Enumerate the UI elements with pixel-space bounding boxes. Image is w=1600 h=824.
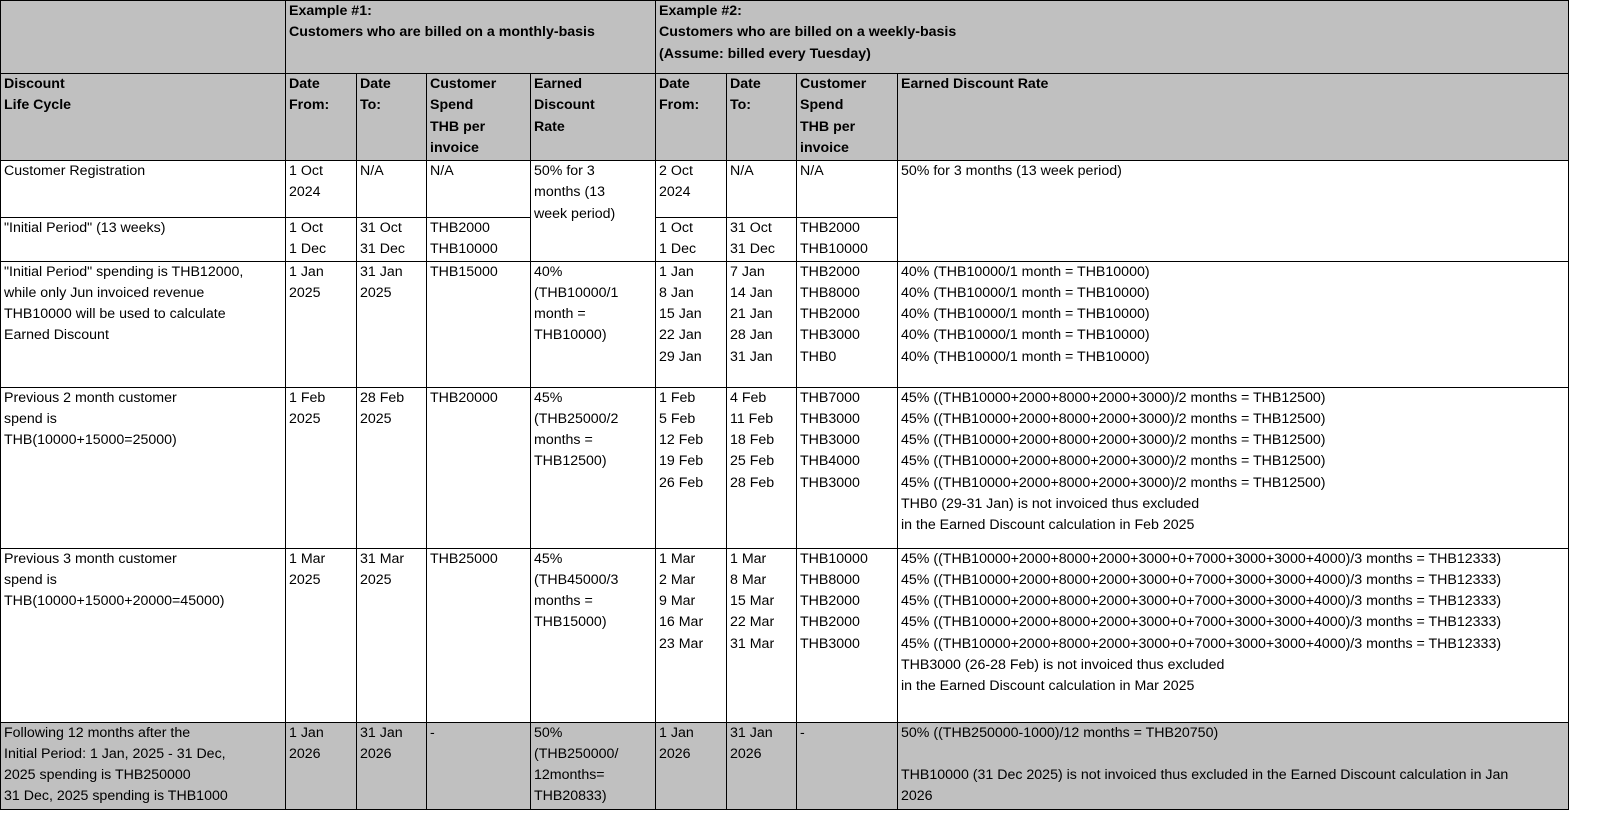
ex2-rate-cell: 40% (THB10000/1 month = THB10000) 40% (THB10000/1 month = THB10000) 40% (THB10000/1 month = THB10000) 40% (THB10000/1 month = THB10000) 40% (THB10000/1 month = THB10000) [898, 261, 1569, 387]
ex1-spend-cell: THB15000 [427, 261, 531, 387]
ex1-date-from-cell: 1 Mar 2025 [286, 548, 357, 722]
ex2-spend-cell: - [797, 722, 898, 809]
ex1-spend-cell: THB2000 THB10000 [427, 218, 531, 262]
col-ex2-spend-header: Customer Spend THB per invoice [797, 74, 898, 161]
table-row [1, 548, 1569, 722]
ex1-date-to-cell: 31 Mar 2025 [357, 548, 427, 722]
col-ex1-spend-header: Customer Spend THB per invoice [427, 74, 531, 161]
example2-title: Example #2: [659, 3, 742, 19]
ex1-rate-cell: 40% (THB10000/1 month = THB10000) [531, 261, 656, 387]
ex2-spend-cell: THB2000 THB10000 [797, 218, 898, 262]
ex2-rate-cell: 45% ((THB10000+2000+8000+2000+3000+0+7000+3000+3000+4000)/3 months = THB12333) 45% ((THB10000+2000+8000+2000+3000+0+7000+3000+3000+4000)/3 months = THB12333) 45% ((THB10000+2000+8000+2000+3000+0+7000+3000+3000+4000)/3 months = THB12333) 45% ((THB10000+2000+8000+2000+3000+0+7000+3000+3000+4000)/3 months = THB12333) 45% ((THB10000+2000+8000+2000+3000+0+7000+3000+3000+4000)/3 months = THB12333) THB3000 (26-28 Feb) is not invoiced thus excluded in the Earned Discount calculation in Mar 2025 [898, 548, 1569, 722]
col-ex2-rate-header: Earned Discount Rate [898, 74, 1569, 161]
ex1-spend-cell: THB25000 [427, 548, 531, 722]
ex2-date-to-cell: N/A [727, 161, 797, 218]
example1-subtitle: Customers who are billed on a monthly-basis [289, 24, 595, 41]
col-ex2-date-from-header: Date From: [656, 74, 727, 161]
ex2-date-to-cell: 4 Feb 11 Feb 18 Feb 25 Feb 28 Feb [727, 387, 797, 548]
ex2-date-from-cell: 1 Jan 2026 [656, 722, 727, 809]
blank-header-cell [1, 1, 286, 74]
table-row [1, 387, 1569, 548]
ex2-date-to-cell: 31 Oct 31 Dec [727, 218, 797, 262]
example2-header [656, 1, 1569, 74]
example1-title: Example #1: [289, 3, 372, 19]
ex2-spend-cell: N/A [797, 161, 898, 218]
ex2-spend-cell: THB7000 THB3000 THB3000 THB4000 THB3000 [797, 387, 898, 548]
col-lifecycle-header: Discount Life Cycle [1, 74, 286, 161]
lifecycle-cell: Customer Registration [1, 161, 286, 218]
ex2-spend-cell: THB10000 THB8000 THB2000 THB2000 THB3000 [797, 548, 898, 722]
ex1-date-from-cell: 1 Feb 2025 [286, 387, 357, 548]
table-row [1, 722, 1569, 809]
example1-header [286, 1, 656, 74]
col-ex2-date-to-header: Date To: [727, 74, 797, 161]
lifecycle-cell: Following 12 months after the Initial Period: 1 Jan, 2025 - 31 Dec, 2025 spending is THB250000 31 Dec, 2025 spending is THB1000 [1, 722, 286, 809]
ex2-date-from-cell: 2 Oct 2024 [656, 161, 727, 218]
column-header-row [1, 74, 1569, 161]
ex1-rate-cell: 45% (THB45000/3 months = THB15000) [531, 548, 656, 722]
lifecycle-cell: "Initial Period" (13 weeks) [1, 218, 286, 262]
ex2-rate-cell: 50% ((THB250000-1000)/12 months = THB20750) THB10000 (31 Dec 2025) is not invoiced thus excluded in the Earned Discount calculation in Jan 2026 [898, 722, 1569, 809]
ex1-spend-cell: - [427, 722, 531, 809]
ex2-date-to-cell: 7 Jan 14 Jan 21 Jan 28 Jan 31 Jan [727, 261, 797, 387]
ex1-date-to-cell: 28 Feb 2025 [357, 387, 427, 548]
ex1-date-from-cell: 1 Oct 2024 [286, 161, 357, 218]
lifecycle-cell: "Initial Period" spending is THB12000, while only Jun invoiced revenue THB10000 will be used to calculate Earned Discount [1, 261, 286, 387]
lifecycle-cell: Previous 3 month customer spend is THB(10000+15000+20000=45000) [1, 548, 286, 722]
ex2-rate-cell: 45% ((THB10000+2000+8000+2000+3000)/2 months = THB12500) 45% ((THB10000+2000+8000+2000+3000)/2 months = THB12500) 45% ((THB10000+2000+8000+2000+3000)/2 months = THB12500) 45% ((THB10000+2000+8000+2000+3000)/2 months = THB12500) 45% ((THB10000+2000+8000+2000+3000)/2 months = THB12500) THB0 (29-31 Jan) is not invoiced thus excluded in the Earned Discount calculation in Feb 2025 [898, 387, 1569, 548]
col-ex1-rate-header: Earned Discount Rate [531, 74, 656, 161]
ex1-date-from-cell: 1 Jan 2026 [286, 722, 357, 809]
ex1-rate-cell: 50% for 3 months (13 week period) [531, 161, 656, 262]
ex2-spend-cell: THB2000 THB8000 THB2000 THB3000 THB0 [797, 261, 898, 387]
ex1-rate-cell: 45% (THB25000/2 months = THB12500) [531, 387, 656, 548]
ex1-date-to-cell: 31 Oct 31 Dec [357, 218, 427, 262]
ex1-rate-cell: 50% (THB250000/ 12months= THB20833) [531, 722, 656, 809]
ex2-date-from-cell: 1 Mar 2 Mar 9 Mar 16 Mar 23 Mar [656, 548, 727, 722]
lifecycle-cell: Previous 2 month customer spend is THB(10000+15000=25000) [1, 387, 286, 548]
col-ex1-date-from-header: Date From: [286, 74, 357, 161]
ex2-date-from-cell: 1 Feb 5 Feb 12 Feb 19 Feb 26 Feb [656, 387, 727, 548]
ex2-date-from-cell: 1 Oct 1 Dec [656, 218, 727, 262]
ex2-date-to-cell: 1 Mar 8 Mar 15 Mar 22 Mar 31 Mar [727, 548, 797, 722]
ex1-date-from-cell: 1 Oct 1 Dec [286, 218, 357, 262]
table-row [1, 161, 1569, 218]
ex1-date-to-cell: 31 Jan 2026 [357, 722, 427, 809]
ex1-spend-cell: THB20000 [427, 387, 531, 548]
example2-assume: (Assume: billed every Tuesday) [659, 45, 871, 62]
example-header-row [1, 1, 1569, 74]
ex1-date-from-cell: 1 Jan 2025 [286, 261, 357, 387]
ex2-rate-cell: 50% for 3 months (13 week period) [898, 161, 1569, 262]
col-ex1-date-to-header: Date To: [357, 74, 427, 161]
ex1-date-to-cell: 31 Jan 2025 [357, 261, 427, 387]
ex2-date-from-cell: 1 Jan 8 Jan 15 Jan 22 Jan 29 Jan [656, 261, 727, 387]
ex1-date-to-cell: N/A [357, 161, 427, 218]
example2-subtitle: Customers who are billed on a weekly-basis [659, 24, 957, 41]
ex1-spend-cell: N/A [427, 161, 531, 218]
table-row [1, 261, 1569, 387]
ex2-date-to-cell: 31 Jan 2026 [727, 722, 797, 809]
